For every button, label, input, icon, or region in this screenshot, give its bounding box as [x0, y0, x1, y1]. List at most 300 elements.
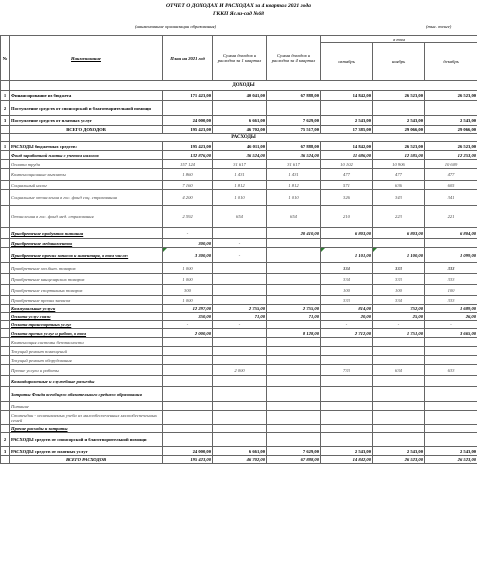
value-cell: [373, 402, 425, 411]
value-cell: 46 702,00: [213, 456, 267, 464]
value-cell: [425, 425, 477, 433]
row-number: 2: [1, 433, 10, 447]
value-cell: [163, 376, 213, 387]
value-cell: 26 523,00: [425, 142, 477, 151]
table-row: [1, 160, 477, 169]
row-number: [1, 313, 10, 321]
value-cell: 10 609: [425, 160, 477, 169]
value-cell: 2 755,00: [213, 305, 267, 313]
value-cell: 605: [425, 181, 477, 190]
row-label: ВСЕГО ДОХОДОВ: [10, 126, 163, 134]
value-cell: 195 423,00: [163, 126, 213, 134]
row-number: [1, 376, 10, 387]
row-label: РАСХОДЫ средств от платных услуг: [10, 447, 163, 456]
value-cell: [321, 402, 373, 411]
value-cell: 1 812: [213, 181, 267, 190]
value-cell: 1 000: [163, 263, 213, 274]
value-cell: 14 842,00: [321, 456, 373, 464]
value-cell: 14 842,00: [321, 91, 373, 101]
value-cell: [213, 296, 267, 305]
value-cell: [163, 347, 213, 356]
value-cell: [267, 338, 321, 347]
value-cell: [163, 433, 213, 447]
table-row: [1, 228, 477, 239]
table-row: [1, 169, 477, 181]
row-label: Прочие расходы и затраты: [10, 425, 163, 433]
row-label: Оплата транспортных услуг: [10, 321, 163, 329]
value-cell: 2 543,00: [321, 447, 373, 456]
row-number: [1, 181, 10, 190]
row-number: [1, 206, 10, 228]
value-cell: 1 101,00: [321, 248, 373, 263]
value-cell: [267, 321, 321, 329]
value-cell: 46 702,00: [213, 126, 267, 134]
value-cell: [321, 411, 373, 425]
value-cell: 71,00: [213, 313, 267, 321]
table-row: [1, 101, 477, 116]
value-cell: 477: [321, 169, 373, 181]
value-cell: [163, 101, 213, 116]
table-row: [1, 274, 477, 285]
table-row: [1, 206, 477, 228]
row-number: [1, 305, 10, 313]
row-number: [1, 228, 10, 239]
table-row: [1, 411, 477, 425]
value-cell: [373, 425, 425, 433]
value-cell: [163, 338, 213, 347]
value-cell: [425, 101, 477, 116]
value-cell: [267, 402, 321, 411]
value-cell: 333: [425, 274, 477, 285]
value-cell: [163, 356, 213, 365]
value-cell: [213, 338, 267, 347]
value-cell: [321, 356, 373, 365]
value-cell: [425, 338, 477, 347]
value-cell: [373, 347, 425, 356]
value-cell: [373, 338, 425, 347]
value-cell: 24 000,00: [163, 447, 213, 456]
table-row: [1, 365, 477, 376]
value-cell: 24 000,00: [163, 116, 213, 126]
value-cell: [267, 263, 321, 274]
value-cell: 26 523,00: [373, 142, 425, 151]
value-cell: 221: [425, 206, 477, 228]
value-cell: 333: [373, 263, 425, 274]
value-cell: [425, 387, 477, 402]
value-cell: 2 755,00: [267, 305, 321, 313]
row-number: [1, 190, 10, 206]
value-cell: 223: [373, 206, 425, 228]
value-cell: 350,00: [163, 313, 213, 321]
table-row: [1, 433, 477, 447]
value-cell: [321, 425, 373, 433]
row-number: [1, 356, 10, 365]
value-cell: 636: [373, 181, 425, 190]
row-number: [1, 274, 10, 285]
value-cell: [163, 425, 213, 433]
value-cell: 31 617: [213, 160, 267, 169]
row-label: Стипендии - оплачиваемых учеба из малообеспеченных малообеспеченных семей: [10, 411, 163, 425]
value-cell: [425, 411, 477, 425]
value-cell: 8 128,00: [267, 329, 321, 338]
row-label: Командировочные и служебные разъезды: [10, 376, 163, 387]
row-label: Приобретение продуктов питания: [10, 228, 163, 239]
row-label: Оплата труда: [10, 160, 163, 169]
value-cell: [163, 402, 213, 411]
row-number: [1, 126, 10, 134]
value-cell: 31 617: [267, 160, 321, 169]
value-cell: [213, 402, 267, 411]
value-cell: [267, 239, 321, 248]
value-cell: [213, 101, 267, 116]
value-cell: [213, 329, 267, 338]
value-cell: 300,00: [163, 239, 213, 248]
value-cell: [425, 356, 477, 365]
table-row: [1, 142, 477, 151]
value-cell: [373, 376, 425, 387]
value-cell: 195 423,00: [163, 456, 213, 464]
value-cell: 333: [425, 263, 477, 274]
value-cell: 477: [373, 169, 425, 181]
value-cell: [267, 356, 321, 365]
value-cell: [213, 411, 267, 425]
row-label: Затраты Фонда всеобщего обязательного среднего образования: [10, 387, 163, 402]
table-row: [1, 425, 477, 433]
value-cell: [267, 411, 321, 425]
table-row: [1, 387, 477, 402]
value-cell: 1 689,00: [425, 305, 477, 313]
value-cell: [163, 365, 213, 376]
value-cell: 2 543,00: [321, 116, 373, 126]
value-cell: 132 876,00: [163, 151, 213, 160]
value-cell: 26 523,00: [373, 91, 425, 101]
value-cell: 733: [321, 365, 373, 376]
value-cell: [213, 347, 267, 356]
value-cell: 814,00: [321, 305, 373, 313]
row-label: Оплата прочих услуг и работ, в том: [10, 329, 163, 338]
value-cell: 12 297,00: [163, 305, 213, 313]
table-row: [1, 347, 477, 356]
row-number: [1, 329, 10, 338]
value-cell: [267, 433, 321, 447]
row-label: Поступление средств от спонсорской и благотворительной помощи: [10, 101, 163, 116]
table-row: [1, 126, 477, 134]
value-cell: 2 543,00: [425, 116, 477, 126]
row-label: Отчисления в гос. фонд мед. страхования: [10, 206, 163, 228]
value-cell: 75 517,00: [267, 126, 321, 134]
value-cell: 6 661,00: [213, 116, 267, 126]
value-cell: 10 906: [373, 160, 425, 169]
row-label: Приобретение спортивных товаров: [10, 285, 163, 296]
value-cell: 1 000: [163, 274, 213, 285]
row-number: [1, 285, 10, 296]
value-cell: 2 543,00: [373, 116, 425, 126]
header-no: №: [1, 36, 10, 81]
header-name: Наименование: [10, 36, 163, 81]
value-cell: 1 812: [267, 181, 321, 190]
table-row: [1, 329, 477, 338]
value-cell: 17 385,00: [321, 126, 373, 134]
table-row: [1, 239, 477, 248]
value-cell: [425, 402, 477, 411]
header-november: ноябрь: [373, 43, 425, 81]
value-cell: 40 041,00: [213, 91, 267, 101]
row-number: [1, 296, 10, 305]
row-label: Приобретение канцелярских товаров: [10, 274, 163, 285]
value-cell: 654: [213, 206, 267, 228]
row-label: РАСХОДЫ: [10, 134, 477, 142]
value-cell: 6 804,00: [425, 228, 477, 239]
value-cell: [321, 347, 373, 356]
row-label: Питание: [10, 402, 163, 411]
value-cell: 1 099,00: [425, 248, 477, 263]
value-cell: 26 523,00: [425, 91, 477, 101]
value-cell: -: [213, 239, 267, 248]
value-cell: [267, 285, 321, 296]
table-row: [1, 402, 477, 411]
value-cell: -: [425, 321, 477, 329]
value-cell: [425, 376, 477, 387]
row-number: [1, 402, 10, 411]
table-row: [1, 376, 477, 387]
row-label: Приобретение хоз.быт. товаров: [10, 263, 163, 274]
value-cell: 67 888,00: [267, 91, 321, 101]
value-cell: [321, 239, 373, 248]
row-label: Оплата услуг связи: [10, 313, 163, 321]
value-cell: 29 066,00: [373, 126, 425, 134]
value-cell: 3 300,00: [163, 248, 213, 263]
row-label: Прочие услуги и работы: [10, 365, 163, 376]
value-cell: 2 543,00: [425, 447, 477, 456]
value-cell: 12 253,00: [425, 151, 477, 160]
value-cell: 1 431: [213, 169, 267, 181]
header-december: декабрь: [425, 43, 477, 81]
value-cell: [373, 433, 425, 447]
value-cell: [373, 411, 425, 425]
value-cell: [373, 239, 425, 248]
row-number: [1, 81, 10, 91]
row-number: [1, 456, 10, 464]
value-cell: 20,00: [321, 313, 373, 321]
value-cell: 1 431: [267, 169, 321, 181]
value-cell: 195 423,00: [163, 142, 213, 151]
value-cell: 654: [267, 206, 321, 228]
header-plan: План на 2021 год: [163, 36, 213, 81]
row-label: Приобретение прочих запасов: [10, 296, 163, 305]
value-cell: -: [163, 228, 213, 239]
value-cell: [267, 365, 321, 376]
value-cell: 100: [425, 285, 477, 296]
value-cell: [425, 347, 477, 356]
value-cell: 11 686,00: [321, 151, 373, 160]
value-cell: [213, 263, 267, 274]
value-cell: 333: [373, 274, 425, 285]
value-cell: 334: [321, 263, 373, 274]
section-row: [1, 134, 477, 142]
row-number: [1, 160, 10, 169]
row-number: [1, 169, 10, 181]
value-cell: [321, 433, 373, 447]
table-row: [1, 91, 477, 101]
value-cell: -: [213, 248, 267, 263]
row-label: Фонд заработной платы с учетом налогов: [10, 151, 163, 160]
value-cell: [321, 387, 373, 402]
row-number: [1, 321, 10, 329]
value-cell: [163, 387, 213, 402]
value-cell: [321, 101, 373, 116]
row-label: РАСХОДЫ бюджетных средств:: [10, 142, 163, 151]
value-cell: 100: [321, 285, 373, 296]
row-label: Социальные отчисления в гос. фонд соц. страхования: [10, 190, 163, 206]
value-cell: [425, 239, 477, 248]
value-cell: -: [213, 321, 267, 329]
value-cell: 20 410,00: [267, 228, 321, 239]
row-label: Текущий ремонт помещений: [10, 347, 163, 356]
value-cell: [267, 387, 321, 402]
value-cell: 7 160: [163, 181, 213, 190]
row-number: 3: [1, 116, 10, 126]
value-cell: 334: [373, 296, 425, 305]
row-number: [1, 338, 10, 347]
value-cell: 26,00: [425, 313, 477, 321]
value-cell: 343: [373, 190, 425, 206]
table-row: [1, 190, 477, 206]
value-cell: 46 011,00: [213, 142, 267, 151]
value-cell: 1 100,00: [373, 248, 425, 263]
row-label: Компенсационные выплаты: [10, 169, 163, 181]
value-cell: 4 200: [163, 190, 213, 206]
value-cell: -: [373, 321, 425, 329]
value-cell: 1 860: [163, 169, 213, 181]
value-cell: [321, 376, 373, 387]
value-cell: [163, 411, 213, 425]
value-cell: 26 523,00: [425, 456, 477, 464]
value-cell: [213, 425, 267, 433]
table-row: [1, 296, 477, 305]
value-cell: [213, 228, 267, 239]
row-number: [1, 239, 10, 248]
value-cell: [213, 274, 267, 285]
table-row: [1, 356, 477, 365]
table-row: [1, 151, 477, 160]
value-cell: [213, 387, 267, 402]
value-cell: 6 803,00: [321, 228, 373, 239]
table-row: [1, 313, 477, 321]
value-cell: 300: [163, 285, 213, 296]
value-cell: 633: [425, 365, 477, 376]
value-cell: [213, 285, 267, 296]
table-row: [1, 285, 477, 296]
value-cell: 1 751,00: [373, 329, 425, 338]
value-cell: [267, 101, 321, 116]
row-label: Приобретение прочих запасов и инвентаря, в том числе:: [10, 248, 163, 263]
value-cell: 14 842,00: [321, 142, 373, 151]
value-cell: 1 010: [213, 190, 267, 206]
value-cell: [213, 376, 267, 387]
value-cell: 171 423,00: [163, 91, 213, 101]
value-cell: [321, 338, 373, 347]
value-cell: 1 000: [163, 296, 213, 305]
value-cell: 100: [373, 285, 425, 296]
value-cell: 29 066,00: [425, 126, 477, 134]
value-cell: 10 102: [321, 160, 373, 169]
unit-caption: (тыс. тенге): [426, 24, 452, 29]
value-cell: [267, 347, 321, 356]
report-table: [0, 35, 477, 464]
value-cell: 25,00: [373, 313, 425, 321]
value-cell: [425, 433, 477, 447]
value-cell: 2 000,00: [163, 329, 213, 338]
row-number: [1, 411, 10, 425]
table-row: [1, 263, 477, 274]
value-cell: -: [321, 321, 373, 329]
row-number: [1, 151, 10, 160]
value-cell: [213, 356, 267, 365]
value-cell: 477: [425, 169, 477, 181]
value-cell: 6 803,00: [373, 228, 425, 239]
row-label: Поступление средств от платных услуг: [10, 116, 163, 126]
value-cell: 634: [373, 365, 425, 376]
value-cell: 2 592: [163, 206, 213, 228]
table-row: [1, 248, 477, 263]
value-cell: 157 124: [163, 160, 213, 169]
value-cell: [267, 296, 321, 305]
row-label: Компенсация системы безопасности: [10, 338, 163, 347]
value-cell: 334: [321, 274, 373, 285]
table-row: [1, 456, 477, 464]
value-cell: [267, 274, 321, 285]
value-cell: 333: [425, 296, 477, 305]
value-cell: 71,00: [267, 313, 321, 321]
header-incl: в том: [321, 36, 477, 43]
row-number: [1, 347, 10, 356]
header-q4: Сумма доходов и расходов за 4 квартал: [267, 36, 321, 81]
value-cell: 7 629,00: [267, 447, 321, 456]
value-cell: 26 523,00: [373, 456, 425, 464]
value-cell: [267, 376, 321, 387]
value-cell: 2 543,00: [373, 447, 425, 456]
row-label: ДОХОДЫ: [10, 81, 477, 91]
value-cell: 3 665,00: [425, 329, 477, 338]
value-cell: 67 888,00: [267, 142, 321, 151]
row-number: [1, 134, 10, 142]
value-cell: 12 585,00: [373, 151, 425, 160]
table-row: [1, 181, 477, 190]
row-label: ВСЕГО РАСХОДОВ: [10, 456, 163, 464]
value-cell: [373, 356, 425, 365]
value-cell: 326: [321, 190, 373, 206]
value-cell: [373, 387, 425, 402]
table-row: [1, 116, 477, 126]
organization-name: ГККП Ясли-сад №68: [213, 11, 264, 17]
row-label: РАСХОДЫ средств от спонсорской и благотворительной помощи: [10, 433, 163, 447]
value-cell: 571: [321, 181, 373, 190]
value-cell: [267, 425, 321, 433]
value-cell: 210: [321, 206, 373, 228]
row-label: Социальный налог: [10, 181, 163, 190]
row-number: 1: [1, 142, 10, 151]
value-cell: [373, 101, 425, 116]
value-cell: [213, 433, 267, 447]
header-q1: Сумма доходов и расходов за 1 квартал: [213, 36, 267, 81]
row-number: [1, 248, 10, 263]
value-cell: 2 712,00: [321, 329, 373, 338]
row-number: 1: [1, 91, 10, 101]
row-label: Приобретение медикаментов: [10, 239, 163, 248]
value-cell: [267, 248, 321, 263]
row-label: Финансирование из бюджета: [10, 91, 163, 101]
report-title: ОТЧЕТ О ДОХОДАХ И РАСХОДАХ за 4 квартал 2021 года: [166, 3, 311, 9]
